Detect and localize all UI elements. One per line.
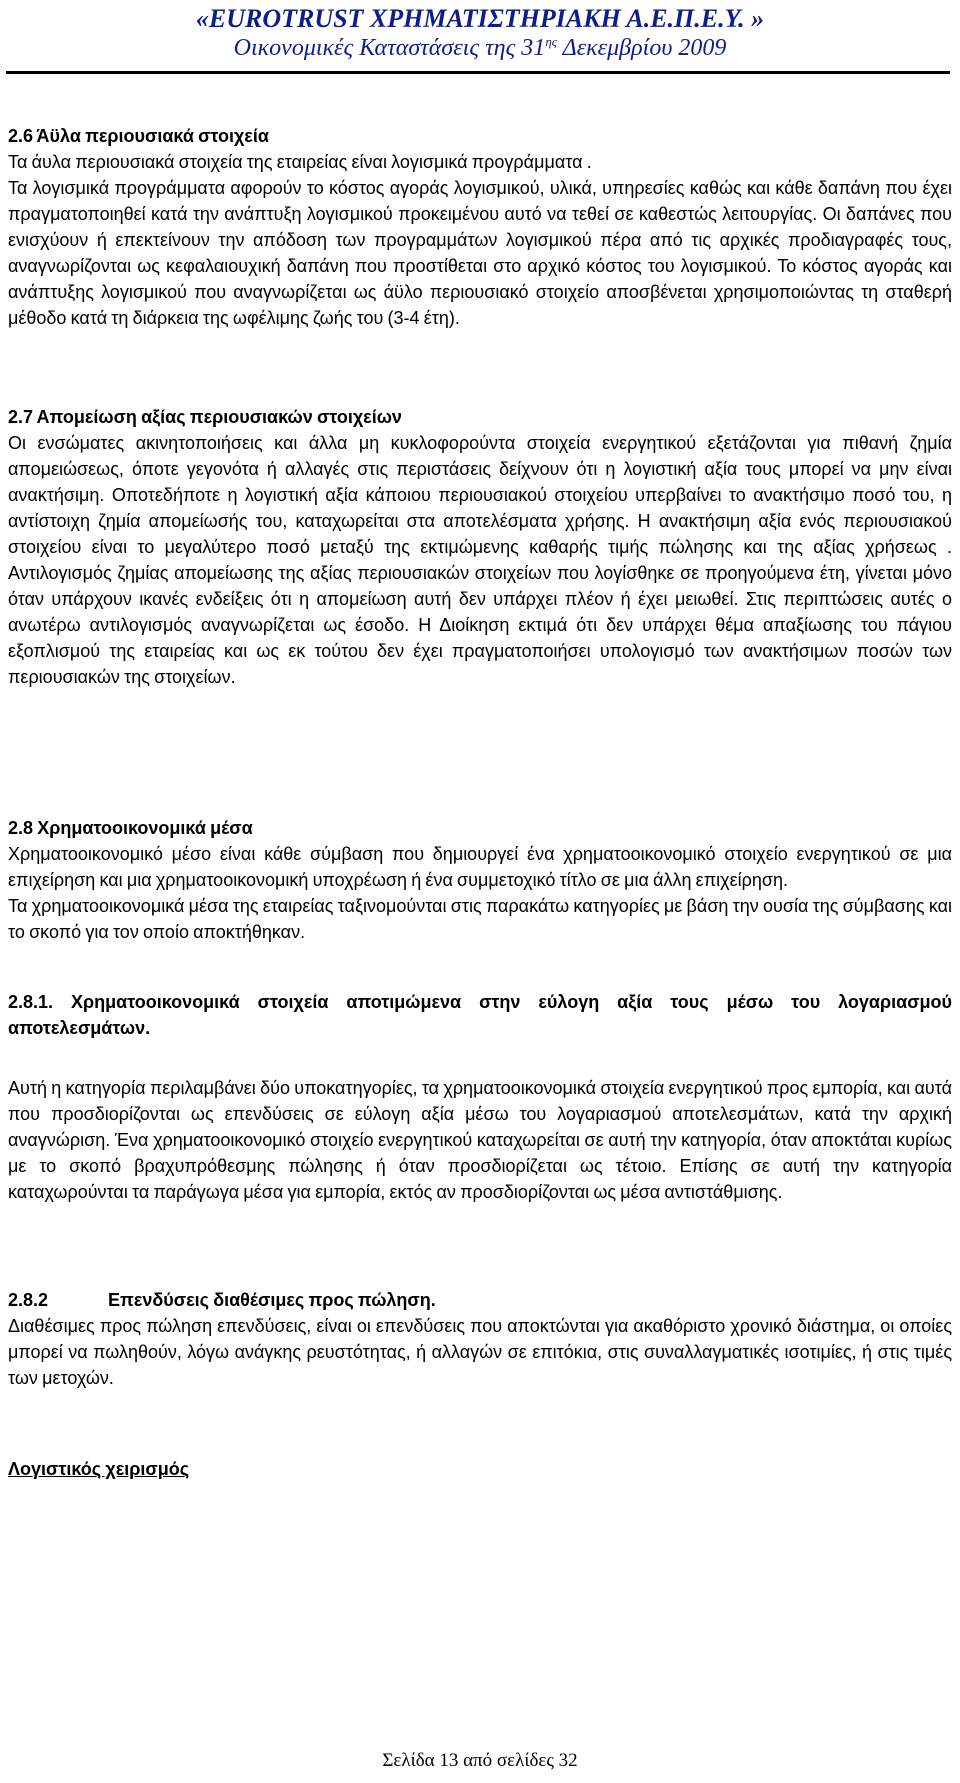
section-2-8-1-body: Αυτή η κατηγορία περιλαμβάνει δύο υποκατηγορίες, τα χρηματοοικονομικά στοιχεία ενεργητικού προς εμπορία, και αυτά που προσδιορίζονται ως επενδύσεις σε εύλογη αξία μέσω του λογαριασμού αποτελεσμάτων, κατά την αρχική αναγνώριση. Ένα χρηματοοικονομικό στοιχείο ενεργητικού καταχωρείται σε αυτή την κατηγορία, όταν αποκτάται κυρίως με το σκοπό βραχυπρόθεσμης πώλησης ή όταν προσδιορίζεται ως τέτοιο. Επίσης σε αυτή την κατηγορία καταχωρούνται τα παράγωγα μέσα για εμπορία, εκτός αν προσδιορίζονται ως μέσα αντιστάθμισης.	[8, 1078, 952, 1202]
header-subtitle-pre: Οικονομικές Καταστάσεις της 31	[233, 35, 546, 61]
section-2-7	[8, 404, 952, 690]
section-accounting	[8, 1456, 952, 1482]
section-2-7-title: 2.7 Απομείωση αξίας περιουσιακών στοιχείων	[8, 407, 402, 427]
header-subtitle	[0, 35, 960, 62]
section-2-8-2-number: 2.8.2	[8, 1290, 49, 1310]
header-subtitle-sup: ης	[545, 34, 558, 49]
section-2-6	[8, 123, 952, 331]
accounting-title: Λογιστικός χειρισμός	[8, 1459, 190, 1479]
header-company: «EUROTRUST ΧΡΗΜΑΤΙΣΤΗΡΙΑΚΗ Α.Ε.Π.Ε.Υ. »	[195, 4, 765, 33]
section-2-8-1-title: 2.8.1. Χρηματοοικονομικά στοιχεία αποτιμώμενα στην εύλογη αξία τους μέσω του λογαριασμού αποτελεσμάτων.	[8, 992, 952, 1038]
section-2-8-2-title: Επενδύσεις διαθέσιμες προς πώληση.	[108, 1290, 436, 1310]
section-2-8-2-heading	[8, 1287, 952, 1313]
section-2-6-body: Τα λογισμικά προγράμματα αφορούν το κόστος αγοράς λογισμικού, υλικά, υπηρεσίες καθώς και κάθε δαπάνη που έχει πραγματοποιηθεί κατά την ανάπτυξη λογισμικού προκειμένου αυτό να τεθεί σε καθεστώς λειτουργίας. Οι δαπάνες που ενισχύουν ή επεκτείνουν την απόδοση των προγραμμάτων λογισμικού πέρα από τις αρχικές προδιαγραφές τους, αναγνωρίζονται ως κεφαλαιουχική δαπάνη που προστίθεται στο αρχικό κόστος του λογισμικού. Το κόστος αγοράς και ανάπτυξης λογισμικού που αναγνωρίζεται ως άϋλο περιουσιακό στοιχείο αποσβένεται χρησιμοποιώντας τη σταθερή μέθοδο κατά τη διάρκεια της ωφέλιμης ζωής του (3-4 έτη).	[8, 178, 952, 328]
page-footer: Σελίδα 13 από σελίδες 32	[382, 1750, 578, 1771]
section-2-8-2	[8, 1287, 952, 1391]
section-2-8-categories: Τα χρηματοοικονομικά μέσα της εταιρείας ταξινομούνται στις παρακάτω κατηγορίες με βάση την ουσία της σύμβασης και το σκοπό για τον οποίο αποκτήθηκαν.	[8, 896, 952, 942]
section-2-8-1	[8, 989, 952, 1041]
section-2-8-1-content	[8, 1075, 952, 1205]
header-rule	[6, 71, 950, 74]
header-subtitle-post: Δεκεμβρίου 2009	[557, 35, 727, 61]
section-2-7-body: Οι ενσώματες ακινητοποιήσεις και άλλα μη κυκλοφορούντα στοιχεία ενεργητικού εξετάζονται για πιθανή ζημία απομειώσεως, όποτε γεγονότα ή αλλαγές στις περιστάσεις δείχνουν ότι η λογιστική αξία τους μπορεί να μην είναι ανακτήσιμη. Οποτεδήποτε η λογιστική αξία κάποιου περιουσιακού στοιχείου υπερβαίνει το ανακτήσιμο ποσό του, η αντίστοιχη ζημία απομείωσής του, καταχωρείται στα αποτελέσματα χρήσης. Η ανακτήσιμη αξία ενός περιουσιακού στοιχείου είναι το μεγαλύτερο ποσό μεταξύ της εκτιμώμενης καθαρής τιμής πώλησης και της αξίας χρήσεως . Αντιλογισμός ζημίας απομείωσης της αξίας περιουσιακών στοιχείων που λογίσθηκε σε προηγούμενα έτη, γίνεται μόνο όταν υπάρχουν ικανές ενδείξεις ότι η απομείωση αυτή δεν υπάρχει πλέον ή έχει μειωθεί. Στις περιπτώσεις αυτές ο ανωτέρω αντιλογισμός αναγνωρίζεται ως έσοδο. Η Διοίκηση εκτιμά ότι δεν υπάρχει θέμα απαξίωσης του πάγιου εξοπλισμού της εταιρείας και ως εκ τούτου δεν έχει πραγματοποιήσει υπολογισμό των ανακτήσιμων ποσών των περιουσιακών της στοιχείων.	[8, 433, 952, 687]
section-2-8-definition: Χρηματοοικονομικό μέσο είναι κάθε σύμβαση που δημιουργεί ένα χρηματοοικονομικό στοιχείο ενεργητικού σε μια επιχείρηση και μια χρηματοοικονομική υποχρέωση ή ένα συμμετοχικό τίτλο σε μια άλλη επιχείρηση.	[8, 844, 952, 890]
section-2-8	[8, 815, 952, 945]
section-2-8-title: 2.8 Χρηματοοικονομικά μέσα	[8, 818, 253, 838]
section-2-6-intro: Τα άυλα περιουσιακά στοιχεία της εταιρείας είναι λογισμικά προγράμματα .	[8, 152, 592, 172]
section-2-8-2-body: Διαθέσιμες προς πώληση επενδύσεις, είναι οι επενδύσεις που αποκτώνται για ακαθόριστο χρονικό διάστημα, οι οποίες μπορεί να πωληθούν, λόγω ανάγκης ρευστότητας, ή αλλαγών σε επιτόκια, στις συναλλαγματικές ισοτιμίες, ή στις τιμές των μετοχών.	[8, 1316, 952, 1388]
section-2-6-title: 2.6 Άϋλα περιουσιακά στοιχεία	[8, 126, 269, 146]
